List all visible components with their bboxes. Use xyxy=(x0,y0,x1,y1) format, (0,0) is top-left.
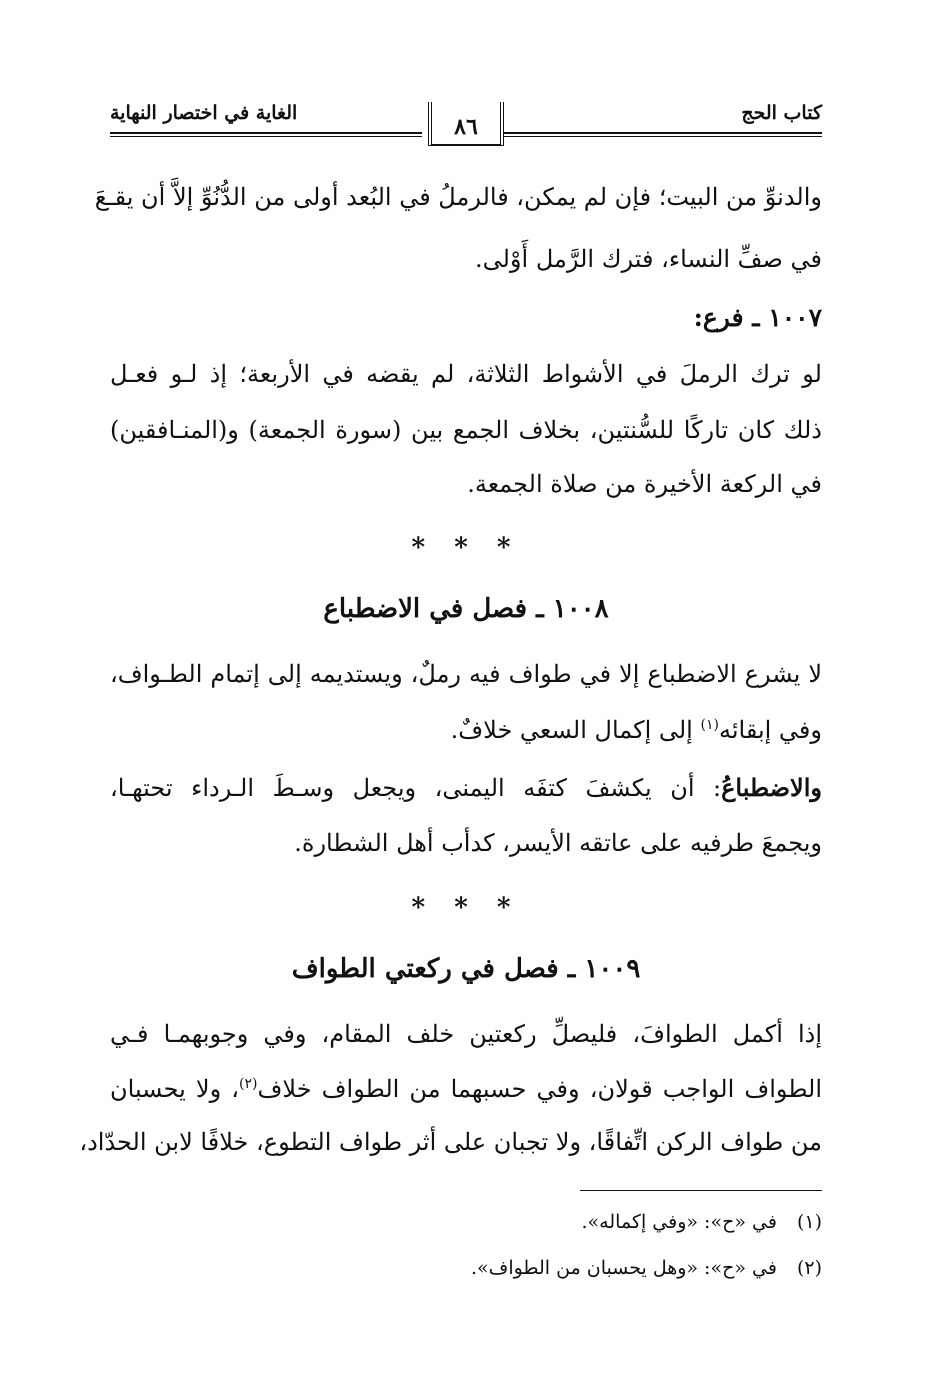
body-line: في صفِّ النساء، فترك الرَّمل أَوْلى. xyxy=(474,245,822,273)
text-run: وفي إبقائه xyxy=(718,716,822,744)
body-line: والدنوِّ من البيت؛ فإن لم يمكن، فالرملُ في البُعد أولى من الدُّنُوِّ إلاَّ أن يقـعَ xyxy=(94,183,822,211)
text-run: إلى إكمال السعي خلافٌ. xyxy=(450,716,701,744)
footnote-text: في «ح»: «وهل يحسبان من الطواف». xyxy=(470,1257,777,1279)
footnote-marker: (١) xyxy=(700,717,719,733)
footnote xyxy=(471,1257,822,1279)
section-separator: * * * xyxy=(411,893,521,923)
header-rule-right xyxy=(504,132,822,137)
body-line: في الركعة الأخيرة من صلاة الجمعة. xyxy=(467,470,822,498)
section-heading-1007: ١٠٠٧ ـ فرع: xyxy=(693,303,822,332)
section-heading-1009: ١٠٠٩ ـ فصل في ركعتي الطواف xyxy=(291,954,641,984)
footnote-number: (١) xyxy=(796,1211,822,1233)
header-rule-left xyxy=(110,132,422,137)
text-run: الطواف الواجب قولان، وفي حسبهما من الطواف خلاف xyxy=(257,1075,822,1103)
body-line: ويجمعَ طرفيه على عاتقه الأيسر، كدأب أهل الشطارة. xyxy=(294,829,822,857)
page-number-frame xyxy=(428,102,504,146)
body-line xyxy=(110,716,822,744)
body-line xyxy=(110,773,822,802)
text-run: : أن يكشفَ كتفَه اليمنى، ويجعل وسـطَ الـرداء تحتهـا، xyxy=(110,774,722,802)
book-chapter-title: كتاب الحج xyxy=(741,102,822,124)
section-heading-1008: ١٠٠٨ ـ فصل في الاضطباع xyxy=(323,594,609,624)
book-title: الغاية في اختصار النهاية xyxy=(110,102,298,124)
body-line: ذلك كان تاركًا للسُّنتين، بخلاف الجمع بين (سورة الجمعة) و(المنـافقين) xyxy=(110,416,822,444)
footnote-number: (٢) xyxy=(796,1257,822,1279)
footnote-text: في «ح»: «وفي إكماله». xyxy=(581,1211,777,1233)
page-header xyxy=(110,96,822,156)
page-number: ٨٦ xyxy=(454,114,478,140)
body-line: لو ترك الرملَ في الأشواط الثلاثة، لم يقضه في الأربعة؛ إذ لـو فعـل xyxy=(110,360,822,388)
body-line xyxy=(110,1075,822,1103)
section-separator: * * * xyxy=(411,533,521,563)
text-run: ، ولا يحسبان xyxy=(110,1075,240,1103)
body-line: لا يشرع الاضطباع إلا في طواف فيه رملٌ، ويستديمه إلى إتمام الطـواف، xyxy=(110,660,822,688)
body-line: إذا أكمل الطوافَ، فليصلِّ ركعتين خلف المقام، وفي وجوبهمـا فـي xyxy=(110,1020,822,1048)
footnote-rule xyxy=(580,1190,822,1191)
footnote-marker: (٢) xyxy=(239,1076,258,1092)
footnote xyxy=(582,1211,822,1233)
defined-term: والاضطباعُ xyxy=(721,773,822,802)
body-line: من طواف الركن اتِّفاقًا، ولا تجبان على أثر طواف التطوع، خلافًا لابن الحدّاد، xyxy=(79,1128,822,1156)
